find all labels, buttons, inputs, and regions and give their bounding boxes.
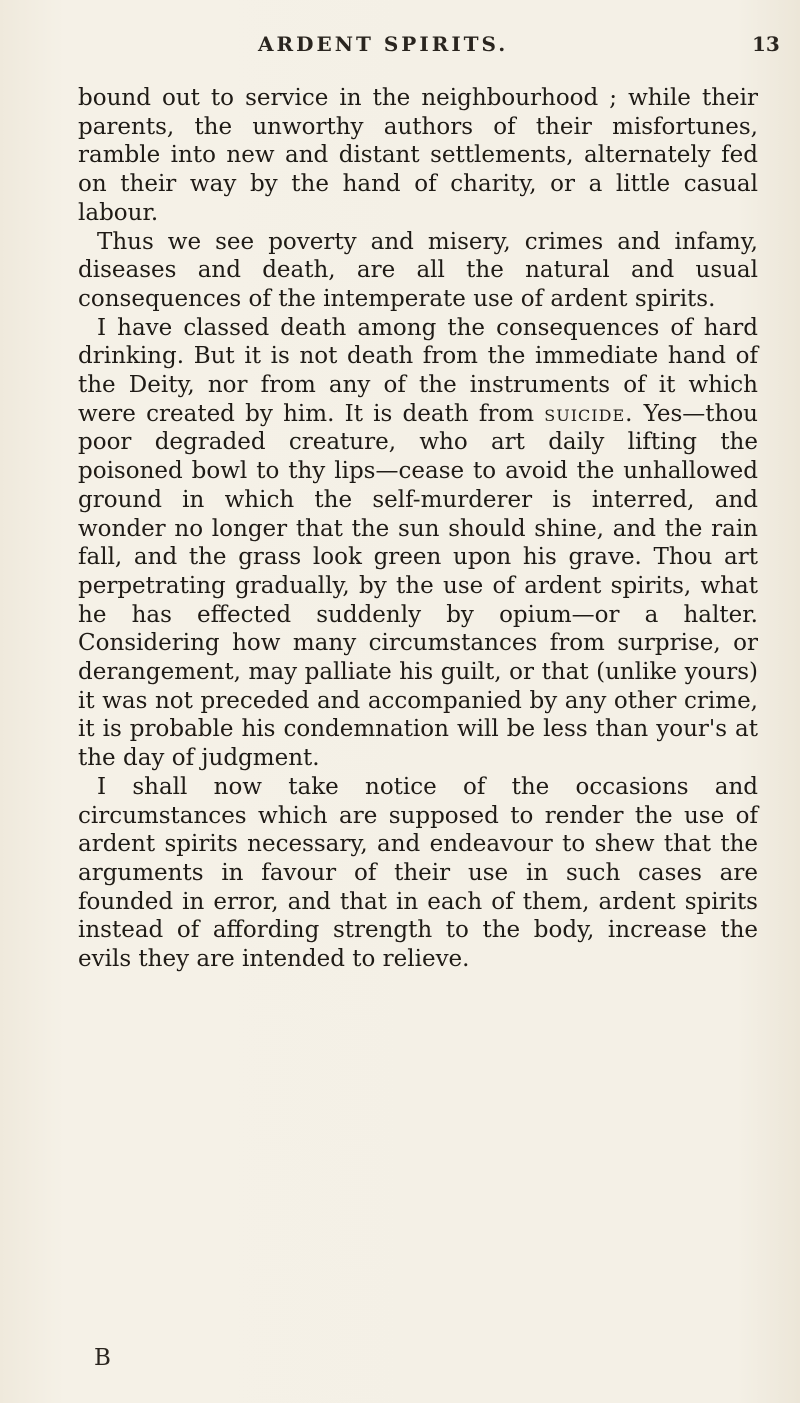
paragraph-3-before: I have classed death among the consequences of hard drinking. But it is not death from the immediate hand of the Deity, nor from any of the instruments of it which were created by him. It is death from [78, 314, 758, 427]
body-text [78, 84, 758, 974]
paragraph-3 [78, 314, 758, 773]
paragraph-4: I shall now take notice of the occasions and circumstances which are supposed to render the use of ardent spirits necessary, and endeavour to shew that the arguments in favour of their use in such cases are founded in error, and that in each of them, ardent spirits instead of affording strength to the body, increase the evils they are intended to relieve. [78, 773, 758, 973]
paragraph-2: Thus we see poverty and misery, crimes and infamy, diseases and death, are all the natural and usual consequences of the intemperate use of ardent spirits. [78, 228, 758, 312]
paragraph-3-after: Yes—thou poor degraded creature, who art daily lifting the poisoned bowl to thy lips—cease to avoid the unhallowed ground in which the self-murderer is interred, and wonder no longer that the sun should shine, and the rain fall, and the grass look green upon his grave. Thou art perpetrating gradually, by the use of ardent spirits, what he has effected suddenly by opium—or a halter. Considering how many circumstances from surprise, or derangement, may palliate his guilt, or that (unlike yours) it was not preceded and accompanied by any other crime, it is probable his condemnation will be less than your's at the day of judgment. [78, 400, 758, 772]
running-head-title: ARDENT SPIRITS. [258, 32, 509, 56]
suicide-smallcaps: suicide. [544, 400, 634, 427]
paragraph-1: bound out to service in the neighbourhood ; while their parents, the unworthy authors of their misfortunes, ramble into new and distant settlements, alternately fed on their way by the hand of charity, or a little casual labour. [78, 85, 758, 226]
signature-mark: B [94, 1345, 111, 1371]
page-number: 13 [752, 32, 780, 56]
